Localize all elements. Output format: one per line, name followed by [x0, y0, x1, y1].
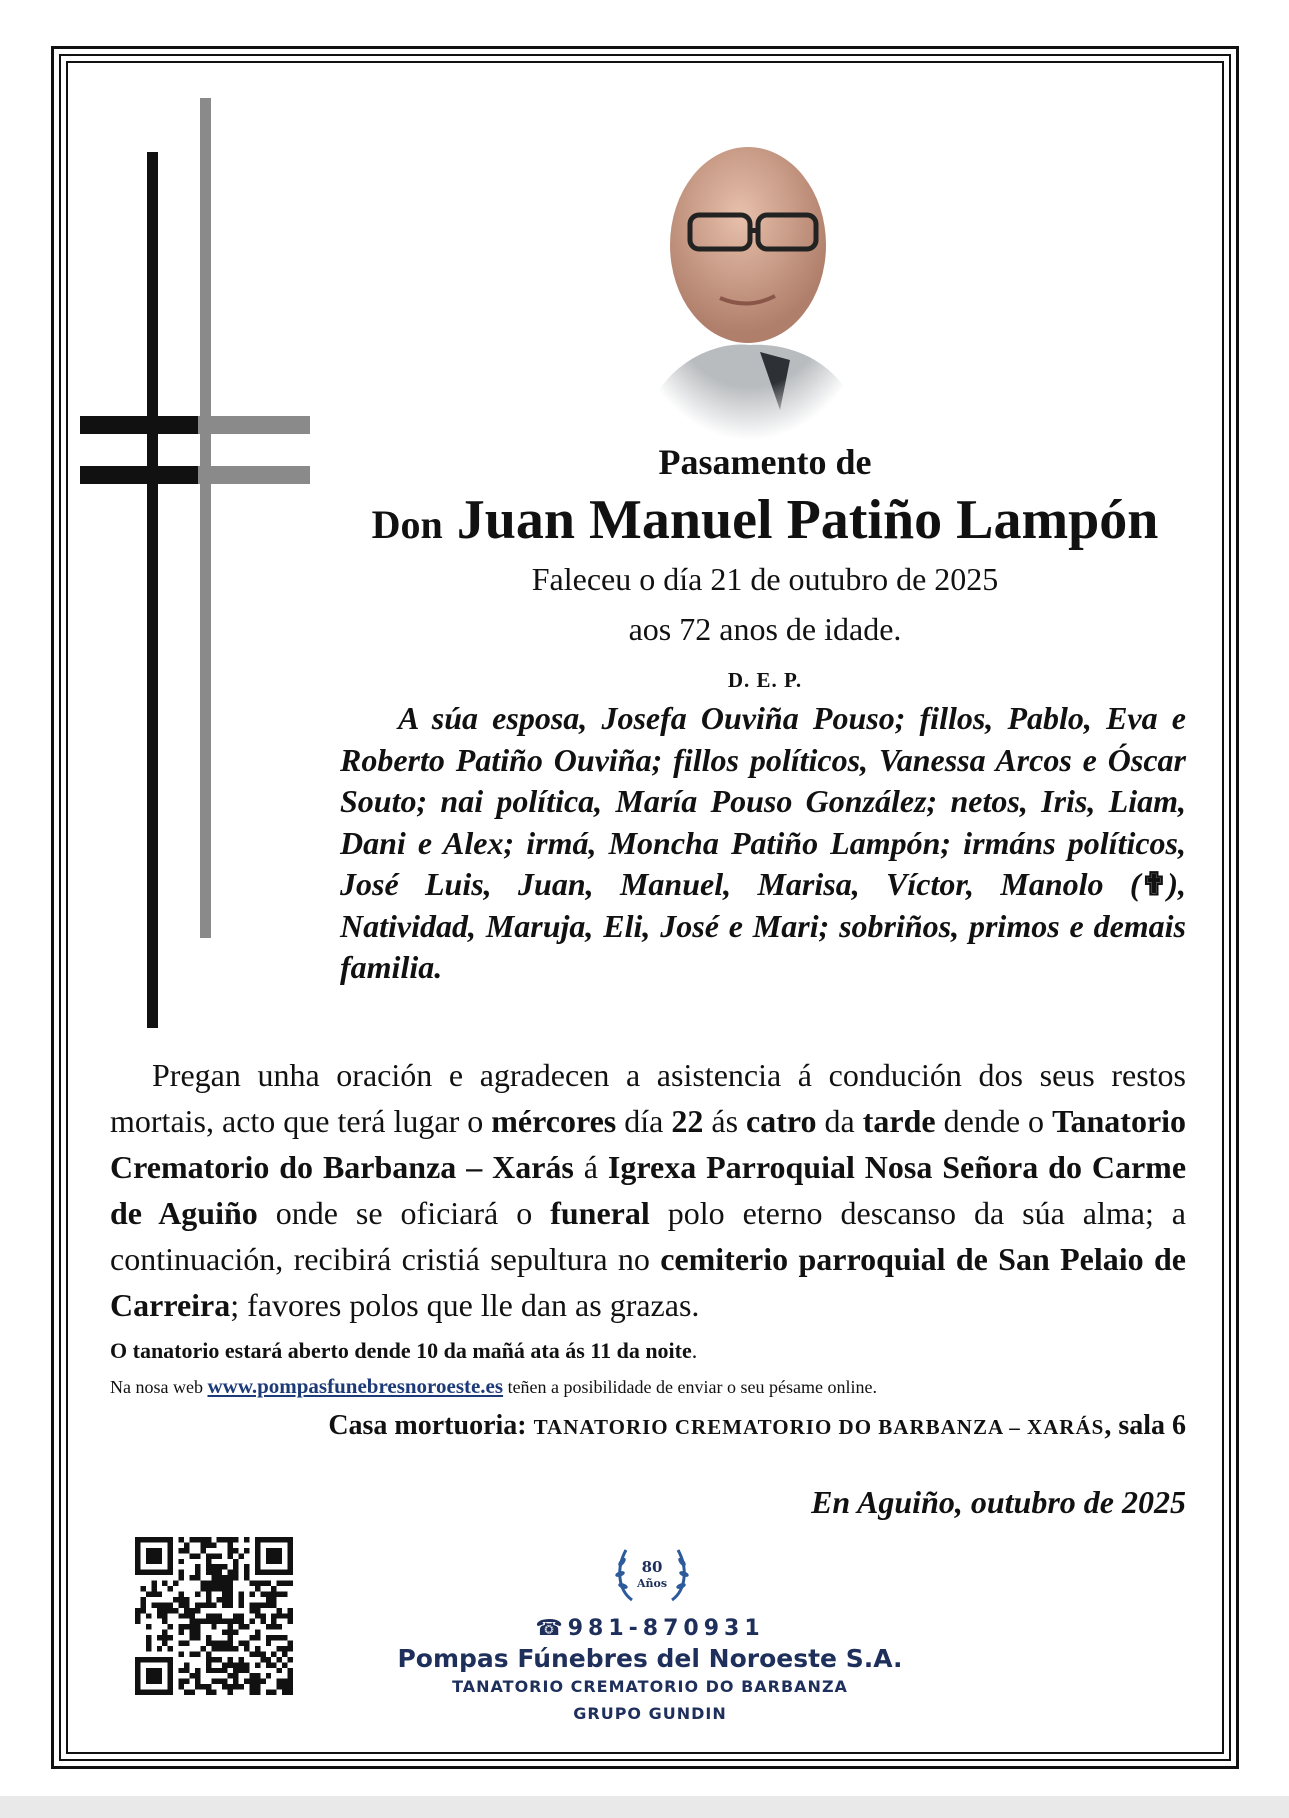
- anniversary-badge-icon: [612, 1538, 692, 1612]
- phone-line: [380, 1616, 920, 1641]
- deceased-name: [330, 488, 1200, 552]
- dagger-icon: ✟: [1140, 866, 1168, 902]
- place-date: En Aguiño, outubro de 2025: [811, 1484, 1186, 1520]
- badge-number: 80: [641, 1558, 663, 1576]
- company-tanatorio: TANATORIO CREMATORIO DO BARBANZA: [452, 1677, 848, 1696]
- badge-word: Años: [636, 1577, 668, 1590]
- casa-mortuoria: Casa mortuoria: TANATORIO CREMATORIO DO BARBANZA – XARÁS, sala 6: [328, 1410, 1186, 1441]
- honorific: Don: [371, 502, 443, 547]
- heading-pasamento: Pasamento de: [658, 442, 872, 482]
- family-list: A súa esposa, Josefa Ouviña Pouso; fillos, Pablo, Eva e Roberto Patiño Ouviña; fillos políticos, Vanessa Arcos e Óscar Souto; nai política, María Pouso González; netos, Iris, Liam, Dani e Alex; irmá, Moncha Patiño Lampón; irmáns políticos, José Luis, Juan, Manuel, Marisa, Víctor, Manolo (✟), Natividad, Maruja, Eli, José e Mari; sobriños, primos e demais familia.: [340, 700, 1186, 985]
- death-date: Faleceu o día 21 de outubro de 2025: [531, 561, 999, 597]
- company-name: Pompas Fúnebres del Noroeste S.A.: [397, 1644, 903, 1673]
- service-paragraph: Pregan unha oración e agradecen a asistencia á condución dos seus restos mortais, acto que terá lugar o mércores día 22 ás catro da tarde dende o Tanatorio Crematorio do Barbanza – Xarás á Igrexa Parroquial Nosa Señora do Carme de Aguiño onde se oficiará o funeral polo eterno descanso da súa alma; a continuación, recibirá cristiá sepultura no cemiterio parroquial de San Pelaio de Carreira; favores polos que lle dan as grazas.: [110, 1057, 1187, 1323]
- tanatorio-hours: O tanatorio estará aberto dende 10 da mañá ata ás 11 da noite.: [110, 1338, 698, 1363]
- company-group: GRUPO GUNDIN: [573, 1704, 727, 1723]
- full-name: Juan Manuel Patiño Lampón: [456, 489, 1159, 551]
- qr-code-icon[interactable]: [135, 1536, 293, 1696]
- dep-line: D. E. P.: [727, 668, 803, 692]
- bottom-band: [0, 1796, 1289, 1818]
- web-line: Na nosa web www.pompasfunebresnoroeste.es teñen a posibilidade de enviar o seu pésame online.: [110, 1374, 877, 1398]
- age-line: aos 72 anos de idade.: [628, 611, 902, 647]
- portrait-photo: [630, 120, 870, 440]
- website-link[interactable]: www.pompasfunebresnoroeste.es: [207, 1374, 504, 1398]
- phone-icon: ☎: [535, 1616, 568, 1641]
- phone-number: 981-870931: [567, 1616, 765, 1641]
- cross-icon: [78, 98, 310, 1028]
